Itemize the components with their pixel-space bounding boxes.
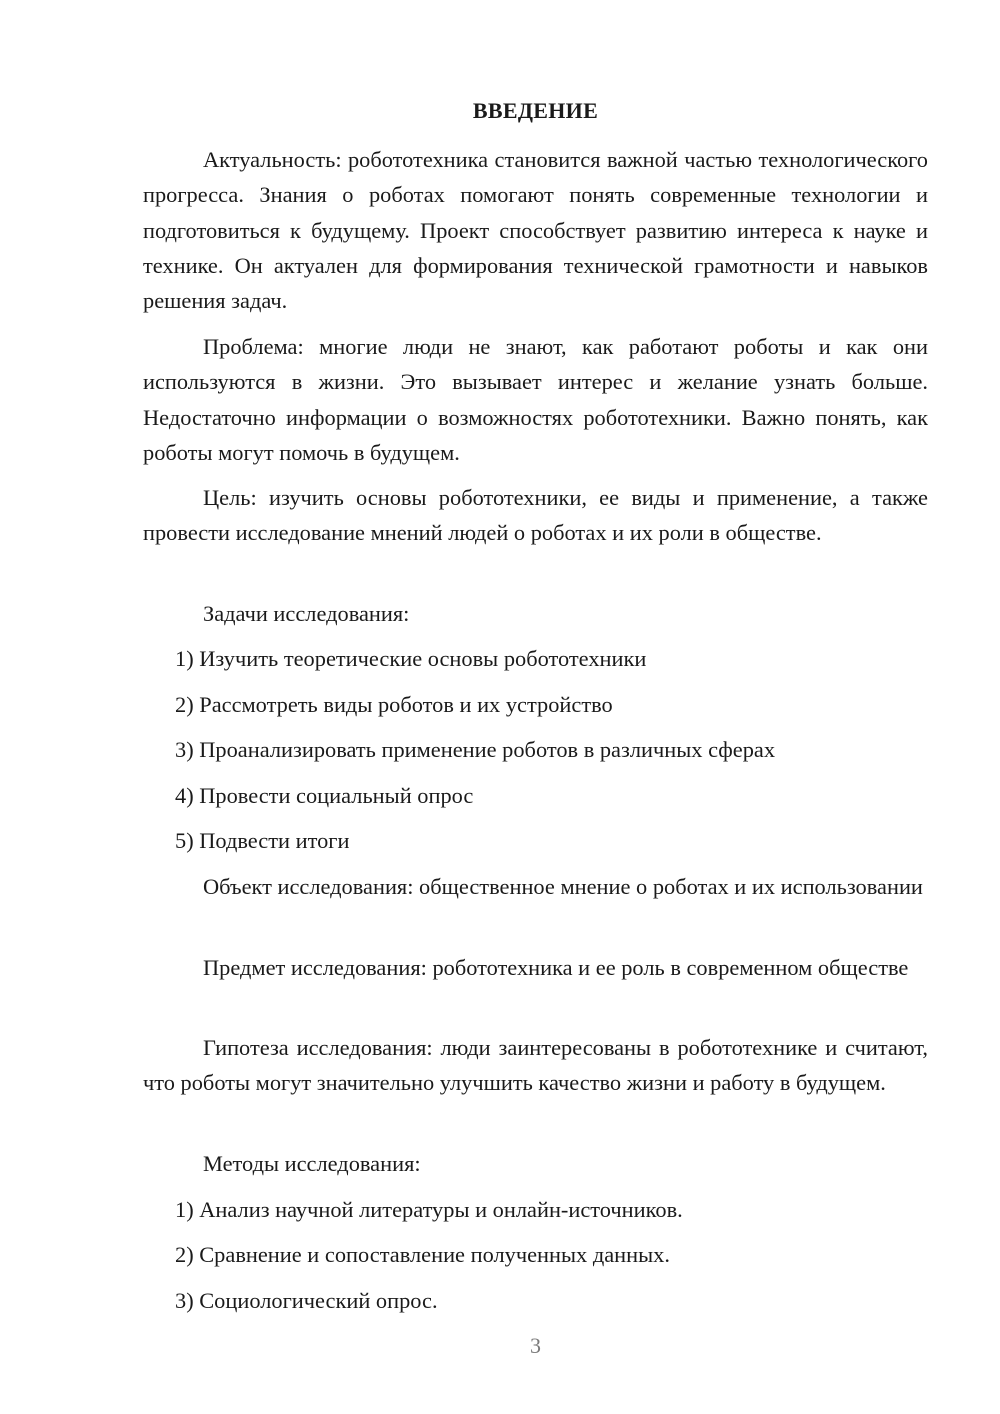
paragraph-hypothesis: Гипотеза исследования: люди заинтересованы в робототехнике и считают, что роботы могут значительно улучшить качество жизни и работу в будущем. (143, 1035, 928, 1096)
page-number: 3 (530, 1333, 541, 1358)
paragraph-subject: Предмет исследования: робототехника и ее роль в современном обществе (203, 955, 909, 980)
methods-title: Методы исследования: (203, 1151, 421, 1176)
section-heading: ВВЕДЕНИЕ (472, 98, 599, 123)
paragraph-object: Объект исследования: общественное мнение о роботах и их использовании (203, 874, 923, 899)
task-item-4: 4) Провести социальный опрос (175, 783, 474, 808)
tasks-title: Задачи исследования: (203, 601, 410, 626)
method-item-1: 1) Анализ научной литературы и онлайн-источников. (175, 1197, 683, 1222)
task-item-1: 1) Изучить теоретические основы робототехники (175, 646, 647, 671)
task-item-5: 5) Подвести итоги (175, 828, 350, 853)
paragraph-goal: Цель: изучить основы робототехники, ее виды и применение, а также провести исследование мнений людей о роботах и их роли в обществе. (143, 485, 928, 546)
method-item-2: 2) Сравнение и сопоставление полученных данных. (175, 1242, 670, 1267)
method-item-3: 3) Социологический опрос. (175, 1288, 438, 1313)
task-item-2: 2) Рассмотреть виды роботов и их устройство (175, 692, 613, 717)
task-item-3: 3) Проанализировать применение роботов в различных сферах (175, 737, 776, 762)
paragraph-relevance: Актуальность: робототехника становится важной частью технологического прогресса. Знания о роботах помогают понять современные технологии и подготовиться к будущему. Проект способствует развитию интереса к науке и технике. Он актуален для формирования технической грамотности и навыков решения задач. (143, 147, 928, 314)
paragraph-problem: Проблема: многие люди не знают, как работают роботы и как они используются в жизни. Это вызывает интерес и желание узнать больше. Недостаточно информации о возможностях робототехники. Важно понять, как роботы могут помочь в будущем. (143, 334, 928, 465)
